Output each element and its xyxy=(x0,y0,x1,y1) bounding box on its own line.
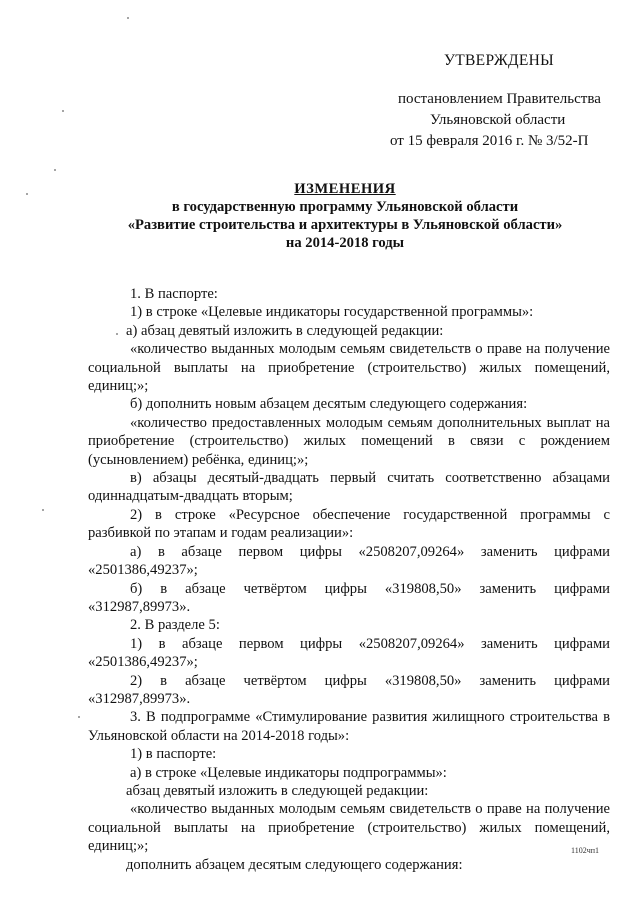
paragraph: 3. В подпрограмме «Стимулирование развития жилищного строительства в Ульяновской области на 2014-2018 годы»: xyxy=(88,709,610,744)
paragraph: б) в абзаце четвёртом цифры «319808,50» заменить цифрами «312987,89973». xyxy=(88,580,610,615)
approval-line-2: Ульяновской области xyxy=(430,112,566,128)
paragraph: б) дополнить новым абзацем десятым следующего содержания: xyxy=(130,396,528,413)
paragraph: 2) в строке «Ресурсное обеспечение государственной программы с разбивкой по этапам и годам реализации»: xyxy=(88,506,610,542)
scan-speck xyxy=(116,333,118,335)
scan-speck xyxy=(26,193,28,195)
paragraph: 1) в паспорте: xyxy=(130,746,217,763)
paragraph: 1. В паспорте: xyxy=(130,286,218,302)
approval-line-3: от 15 февраля 2016 г. № 3/52-П xyxy=(390,133,589,149)
title-line-4: на 2014-2018 годы xyxy=(285,235,405,251)
paragraph: «количество выданных молодым семьям свидетельств о праве на получение социальной выплаты на приобретение (строительство) жилых помещений, единиц;»; xyxy=(88,801,610,855)
approval-heading: УТВЕРЖДЕНЫ xyxy=(444,52,554,69)
scan-speck xyxy=(54,169,56,171)
scan-speck xyxy=(78,716,80,718)
paragraph: абзац девятый изложить в следующей редакции: xyxy=(126,782,429,799)
document-title xyxy=(80,180,610,252)
paragraph: 2) в абзаце четвёртом цифры «319808,50» заменить цифрами «312987,89973». xyxy=(88,672,610,707)
paragraph: в) абзацы десятый-двадцать первый считать соответственно абзацами одиннадцатым-двадцать вторым; xyxy=(88,470,610,505)
paragraph: дополнить абзацем десятым следующего содержания: xyxy=(126,856,463,873)
scan-speck xyxy=(62,110,64,112)
document-body xyxy=(88,285,610,874)
paragraph: 1) в абзаце первом цифры «2508207,09264» заменить цифрами «2501386,49237»; xyxy=(88,635,610,671)
paragraph: «количество выданных молодым семьям свидетельств о праве на получение социальной выплаты на приобретение (строительство) жилых помещений, единиц;»; xyxy=(88,341,610,395)
title-heading: ИЗМЕНЕНИЯ xyxy=(294,181,396,197)
page-footer-code: 1102чп1 xyxy=(571,846,600,855)
title-line-3: «Развитие строительства и архитектуры в Ульяновской области» xyxy=(127,217,563,233)
paragraph: а) в строке «Целевые индикаторы подпрограммы»: xyxy=(130,764,447,781)
approval-line-1: постановлением Правительства xyxy=(398,91,601,107)
approval-stamp-block xyxy=(380,50,625,152)
scan-speck xyxy=(127,17,129,19)
paragraph: «количество предоставленных молодым семьям дополнительных выплат на приобретение (строительство) жилых помещений в связи с рождением (усыновлением) ребёнка, единиц;»; xyxy=(88,414,610,468)
paragraph: 1) в строке «Целевые индикаторы государственной программы»: xyxy=(130,304,534,321)
paragraph: а) в абзаце первом цифры «2508207,09264» заменить цифрами «2501386,49237»; xyxy=(88,543,610,579)
title-line-2: в государственную программу Ульяновской области xyxy=(171,199,519,215)
paragraph: 2. В разделе 5: xyxy=(130,617,220,634)
scan-speck xyxy=(42,509,44,511)
paragraph: а) абзац девятый изложить в следующей редакции: xyxy=(126,322,444,339)
